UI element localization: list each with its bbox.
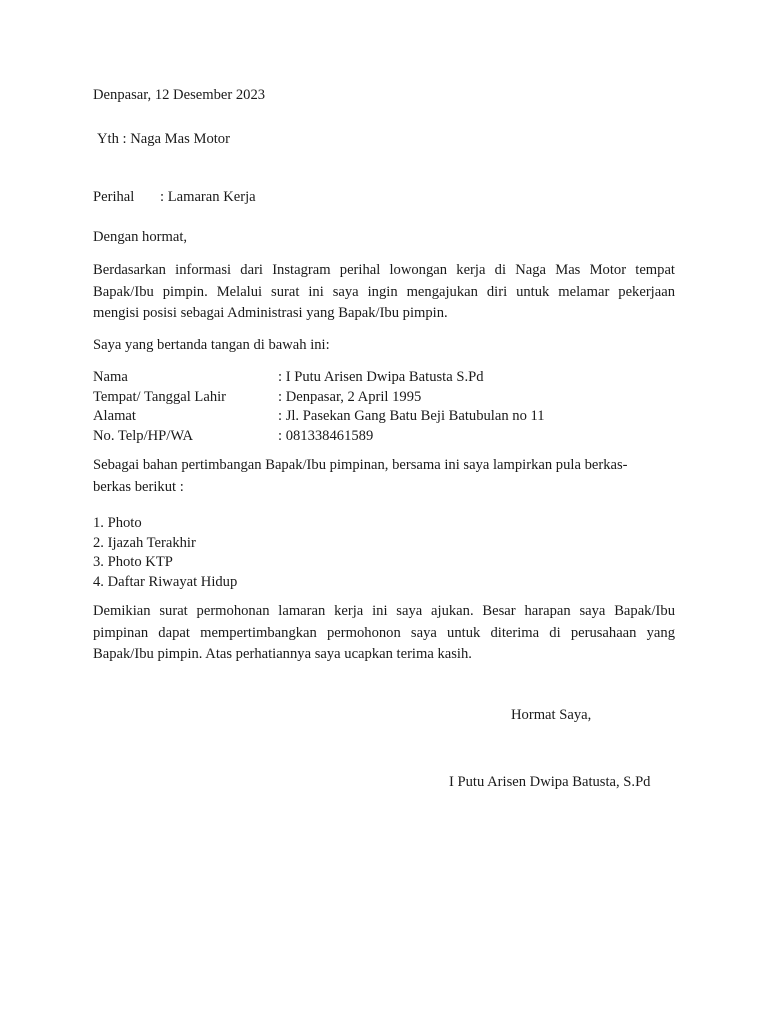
list-item: 2. Ijazah Terakhir [93, 534, 196, 551]
attachments-intro-line: berkas berikut : [93, 478, 184, 495]
subject-value: : Lamaran Kerja [160, 189, 256, 205]
intro-paragraph [93, 260, 675, 325]
list-item: 3. Photo KTP [93, 554, 173, 570]
letter-date: Denpasar, 12 Desember 2023 [93, 87, 266, 103]
subject-label: Perihal [93, 189, 135, 205]
intro-line: Bapak/Ibu pimpin. Melalui surat ini saya ingin mengajukan diri untuk melamar pekerjaan [93, 283, 675, 300]
sign-off: Hormat Saya, [511, 707, 592, 723]
closing-line: pimpinan dapat mempertimbangkan permohonon saya untuk diterima di perusahaan yang [93, 624, 675, 641]
info-row-phone [93, 427, 545, 447]
list-item: 1. Photo [93, 515, 142, 531]
info-row-name [93, 368, 545, 388]
info-label: Alamat [93, 408, 136, 424]
undersigned-statement: Saya yang bertanda tangan di bawah ini: [93, 337, 330, 353]
letter-recipient: Yth : Naga Mas Motor [97, 131, 230, 147]
attachments-intro [93, 455, 675, 498]
letter-subject [93, 188, 256, 207]
info-label: Tempat/ Tanggal Lahir [93, 388, 227, 405]
personal-info-table [93, 368, 545, 446]
info-value: : 081338461589 [278, 427, 374, 444]
letter-greeting: Dengan hormat, [93, 229, 188, 245]
intro-line: mengisi posisi sebagai Administrasi yang Bapak/Ibu pimpin. [93, 305, 448, 321]
attachments-intro-line: Sebagai bahan pertimbangan Bapak/Ibu pimpinan, bersama ini saya lampirkan pula berkas- [93, 457, 628, 473]
signatory-name: I Putu Arisen Dwipa Batusta, S.Pd [449, 774, 651, 790]
attachments-list [93, 514, 237, 592]
info-value: : Denpasar, 2 April 1995 [278, 388, 422, 405]
closing-line: Bapak/Ibu pimpin. Atas perhatiannya saya ucapkan terima kasih. [93, 646, 472, 662]
closing-paragraph [93, 601, 675, 666]
info-label: Nama [93, 369, 128, 385]
info-label: No. Telp/HP/WA [93, 427, 194, 444]
closing-line: Demikian surat permohonan lamaran kerja ini saya ajukan. Besar harapan saya Bapak/Ibu [93, 603, 675, 619]
info-row-address [93, 407, 545, 427]
info-value: : Jl. Pasekan Gang Batu Beji Batubulan no 11 [278, 408, 545, 424]
info-row-birth [93, 388, 545, 408]
info-value: : I Putu Arisen Dwipa Batusta S.Pd [278, 369, 484, 385]
intro-line: Berdasarkan informasi dari Instagram perihal lowongan kerja di Naga Mas Motor tempat [93, 262, 675, 278]
list-item: 4. Daftar Riwayat Hidup [93, 573, 238, 590]
